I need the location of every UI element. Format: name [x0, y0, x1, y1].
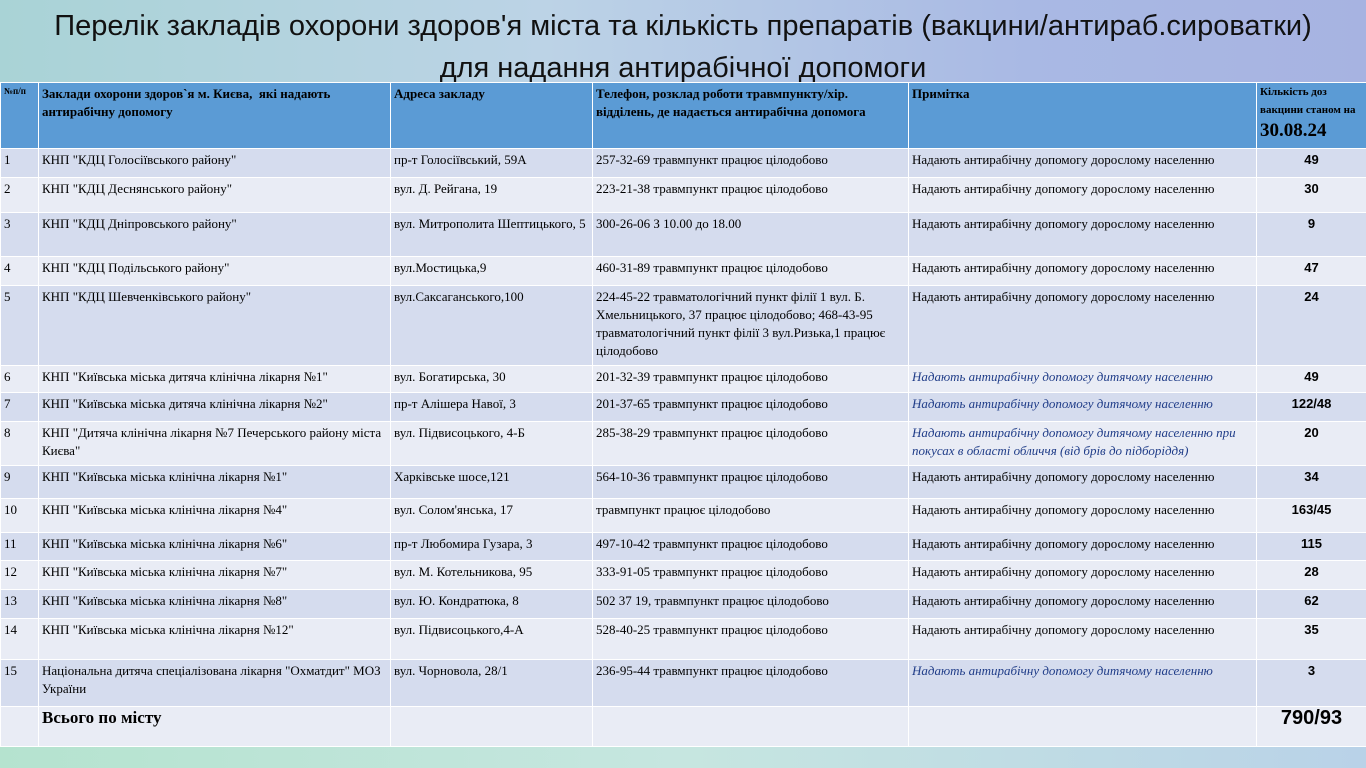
cell-num: 5 — [1, 285, 39, 365]
cell-facility: КНП "Київська міська клінічна лікарня №8" — [39, 590, 391, 619]
cell-count: 122/48 — [1257, 393, 1366, 422]
cell-facility: КНП "Київська міська дитяча клінічна лікарня №1" — [39, 366, 391, 393]
cell-note: Надають антирабічну допомогу дитячому населенню — [909, 393, 1257, 422]
table-row — [1, 213, 1366, 256]
cell-address: вул. Митрополита Шептицького, 5 — [391, 213, 593, 256]
cell-phone: 528-40-25 травмпункт працює цілодобово — [593, 619, 909, 660]
header-phone: Телефон, розклад роботи травмпункту/хір. відділень, де надається антирабічна допомога — [593, 83, 909, 149]
cell-phone: 564-10-36 травмпункт працює цілодобово — [593, 465, 909, 498]
cell-num: 3 — [1, 213, 39, 256]
facilities-table — [0, 82, 1366, 747]
header-num: №п/п — [1, 83, 39, 149]
cell-facility: КНП "КДЦ Дніпровського району" — [39, 213, 391, 256]
cell-note — [909, 706, 1257, 746]
cell-phone: 300-26-06 З 10.00 до 18.00 — [593, 213, 909, 256]
total-label: Всього по місту — [39, 706, 391, 746]
table-row — [1, 366, 1366, 393]
cell-count: 20 — [1257, 422, 1366, 465]
cell-facility: КНП "Київська міська клінічна лікарня №12" — [39, 619, 391, 660]
cell-note: Надають антирабічну допомогу дорослому населенню — [909, 213, 1257, 256]
cell-address: вул. Д. Рейгана, 19 — [391, 178, 593, 213]
cell-address — [391, 706, 593, 746]
cell-phone — [593, 706, 909, 746]
cell-num: 15 — [1, 660, 39, 706]
cell-num: 1 — [1, 149, 39, 178]
cell-address: вул. Богатирська, 30 — [391, 366, 593, 393]
cell-note: Надають антирабічну допомогу дитячому населенню — [909, 366, 1257, 393]
cell-note: Надають антирабічну допомогу дорослому населенню — [909, 498, 1257, 532]
cell-note: Надають антирабічну допомогу дорослому населенню — [909, 560, 1257, 589]
cell-num: 8 — [1, 422, 39, 465]
header-count-label: Кількість доз вакцини станом на — [1260, 86, 1356, 116]
cell-phone: 257-32-69 травмпункт працює цілодобово — [593, 149, 909, 178]
cell-count: 115 — [1257, 532, 1366, 560]
table-row — [1, 619, 1366, 660]
cell-count: 30 — [1257, 178, 1366, 213]
cell-address: вул. Підвисоцького, 4-Б — [391, 422, 593, 465]
cell-facility: КНП "Київська міська клінічна лікарня №7" — [39, 560, 391, 589]
cell-num: 9 — [1, 465, 39, 498]
title-line-2: для надання антирабічної допомоги — [439, 52, 927, 82]
title-line-1: Перелік закладів охорони здоров'я міста та кількість препаратів (вакцини/антираб.сироватки) — [54, 10, 1312, 42]
cell-count: 49 — [1257, 366, 1366, 393]
cell-num: 13 — [1, 590, 39, 619]
cell-phone: 201-32-39 травмпункт працює цілодобово — [593, 366, 909, 393]
cell-count: 9 — [1257, 213, 1366, 256]
cell-num: 11 — [1, 532, 39, 560]
cell-num: 4 — [1, 256, 39, 285]
cell-address: пр-т Любомира Гузара, 3 — [391, 532, 593, 560]
table-row — [1, 660, 1366, 706]
cell-address: вул. Солом'янська, 17 — [391, 498, 593, 532]
cell-facility: КНП "Київська міська дитяча клінічна лікарня №2" — [39, 393, 391, 422]
header-note: Примітка — [909, 83, 1257, 149]
cell-address: вул.Мостицька,9 — [391, 256, 593, 285]
cell-address: вул. Підвисоцького,4-А — [391, 619, 593, 660]
page-title — [0, 0, 1366, 82]
cell-count: 28 — [1257, 560, 1366, 589]
cell-num: 10 — [1, 498, 39, 532]
cell-phone: травмпункт працює цілодобово — [593, 498, 909, 532]
cell-num: 14 — [1, 619, 39, 660]
cell-count: 3 — [1257, 660, 1366, 706]
cell-address: пр-т Голосіївський, 59А — [391, 149, 593, 178]
table-row — [1, 422, 1366, 465]
bottom-band — [0, 747, 1366, 768]
cell-facility: КНП "КДЦ Деснянського району" — [39, 178, 391, 213]
table-row — [1, 560, 1366, 589]
cell-note: Надають антирабічну допомогу дитячому населенню при покусах в області обличчя (від брів до підборіддя) — [909, 422, 1257, 465]
cell-num — [1, 706, 39, 746]
cell-phone: 285-38-29 травмпункт працює цілодобово — [593, 422, 909, 465]
total-count: 790/93 — [1257, 706, 1366, 746]
cell-phone: 236-95-44 травмпункт працює цілодобово — [593, 660, 909, 706]
cell-phone: 201-37-65 травмпункт працює цілодобово — [593, 393, 909, 422]
cell-facility: КНП "Київська міська клінічна лікарня №4" — [39, 498, 391, 532]
cell-note: Надають антирабічну допомогу дорослому населенню — [909, 465, 1257, 498]
cell-num: 7 — [1, 393, 39, 422]
cell-address: вул. Ю. Кондратюка, 8 — [391, 590, 593, 619]
cell-facility: КНП "КДЦ Подільського району" — [39, 256, 391, 285]
cell-phone: 223-21-38 травмпункт працює цілодобово — [593, 178, 909, 213]
cell-count: 24 — [1257, 285, 1366, 365]
cell-note: Надають антирабічну допомогу дорослому населенню — [909, 532, 1257, 560]
table-row — [1, 178, 1366, 213]
table-row — [1, 285, 1366, 365]
cell-count: 47 — [1257, 256, 1366, 285]
cell-phone: 224-45-22 травматологічний пункт філії 1 вул. Б. Хмельницького, 37 працює цілодобово; 468-43-95 травматологічний пункт філії 3 вул.Ризька,1 працює цілодобово — [593, 285, 909, 365]
cell-address: вул.Саксаганського,100 — [391, 285, 593, 365]
cell-phone: 333-91-05 травмпункт працює цілодобово — [593, 560, 909, 589]
cell-facility: КНП "КДЦ Голосіївського району" — [39, 149, 391, 178]
cell-facility: КНП "Київська міська клінічна лікарня №6" — [39, 532, 391, 560]
cell-address: вул. М. Котельникова, 95 — [391, 560, 593, 589]
cell-phone: 497-10-42 травмпункт працює цілодобово — [593, 532, 909, 560]
header-count-date: 30.08.24 — [1260, 120, 1327, 141]
cell-count: 35 — [1257, 619, 1366, 660]
cell-address: вул. Чорновола, 28/1 — [391, 660, 593, 706]
header-facility: Заклади охорони здоров`я м. Києва, які надають антирабічну допомогу — [39, 83, 391, 149]
cell-count: 163/45 — [1257, 498, 1366, 532]
header-address: Адреса закладу — [391, 83, 593, 149]
cell-facility: Національна дитяча спеціалізована лікарня "Охматдит" МОЗ України — [39, 660, 391, 706]
cell-count: 34 — [1257, 465, 1366, 498]
header-count — [1257, 83, 1366, 149]
cell-note: Надають антирабічну допомогу дорослому населенню — [909, 256, 1257, 285]
table-row — [1, 393, 1366, 422]
cell-phone: 460-31-89 травмпункт працює цілодобово — [593, 256, 909, 285]
cell-address: пр-т Алішера Навої, 3 — [391, 393, 593, 422]
cell-note: Надають антирабічну допомогу дорослому населенню — [909, 590, 1257, 619]
cell-facility: КНП "Дитяча клінічна лікарня №7 Печерського району міста Києва" — [39, 422, 391, 465]
cell-note: Надають антирабічну допомогу дорослому населенню — [909, 285, 1257, 365]
table-row — [1, 532, 1366, 560]
cell-note: Надають антирабічну допомогу дорослому населенню — [909, 178, 1257, 213]
cell-count: 62 — [1257, 590, 1366, 619]
cell-count: 49 — [1257, 149, 1366, 178]
table-row — [1, 465, 1366, 498]
table-row — [1, 256, 1366, 285]
cell-num: 2 — [1, 178, 39, 213]
table-row — [1, 498, 1366, 532]
total-row — [1, 706, 1366, 746]
cell-note: Надають антирабічну допомогу дорослому населенню — [909, 149, 1257, 178]
cell-num: 6 — [1, 366, 39, 393]
cell-facility: КНП "Київська міська клінічна лікарня №1" — [39, 465, 391, 498]
cell-facility: КНП "КДЦ Шевченківського району" — [39, 285, 391, 365]
table-row — [1, 590, 1366, 619]
table-header-row — [1, 83, 1366, 149]
cell-num: 12 — [1, 560, 39, 589]
cell-note: Надають антирабічну допомогу дитячому населенню — [909, 660, 1257, 706]
cell-note: Надають антирабічну допомогу дорослому населенню — [909, 619, 1257, 660]
cell-phone: 502 37 19, травмпункт працює цілодобово — [593, 590, 909, 619]
cell-address: Харківське шосе,121 — [391, 465, 593, 498]
table-row — [1, 149, 1366, 178]
